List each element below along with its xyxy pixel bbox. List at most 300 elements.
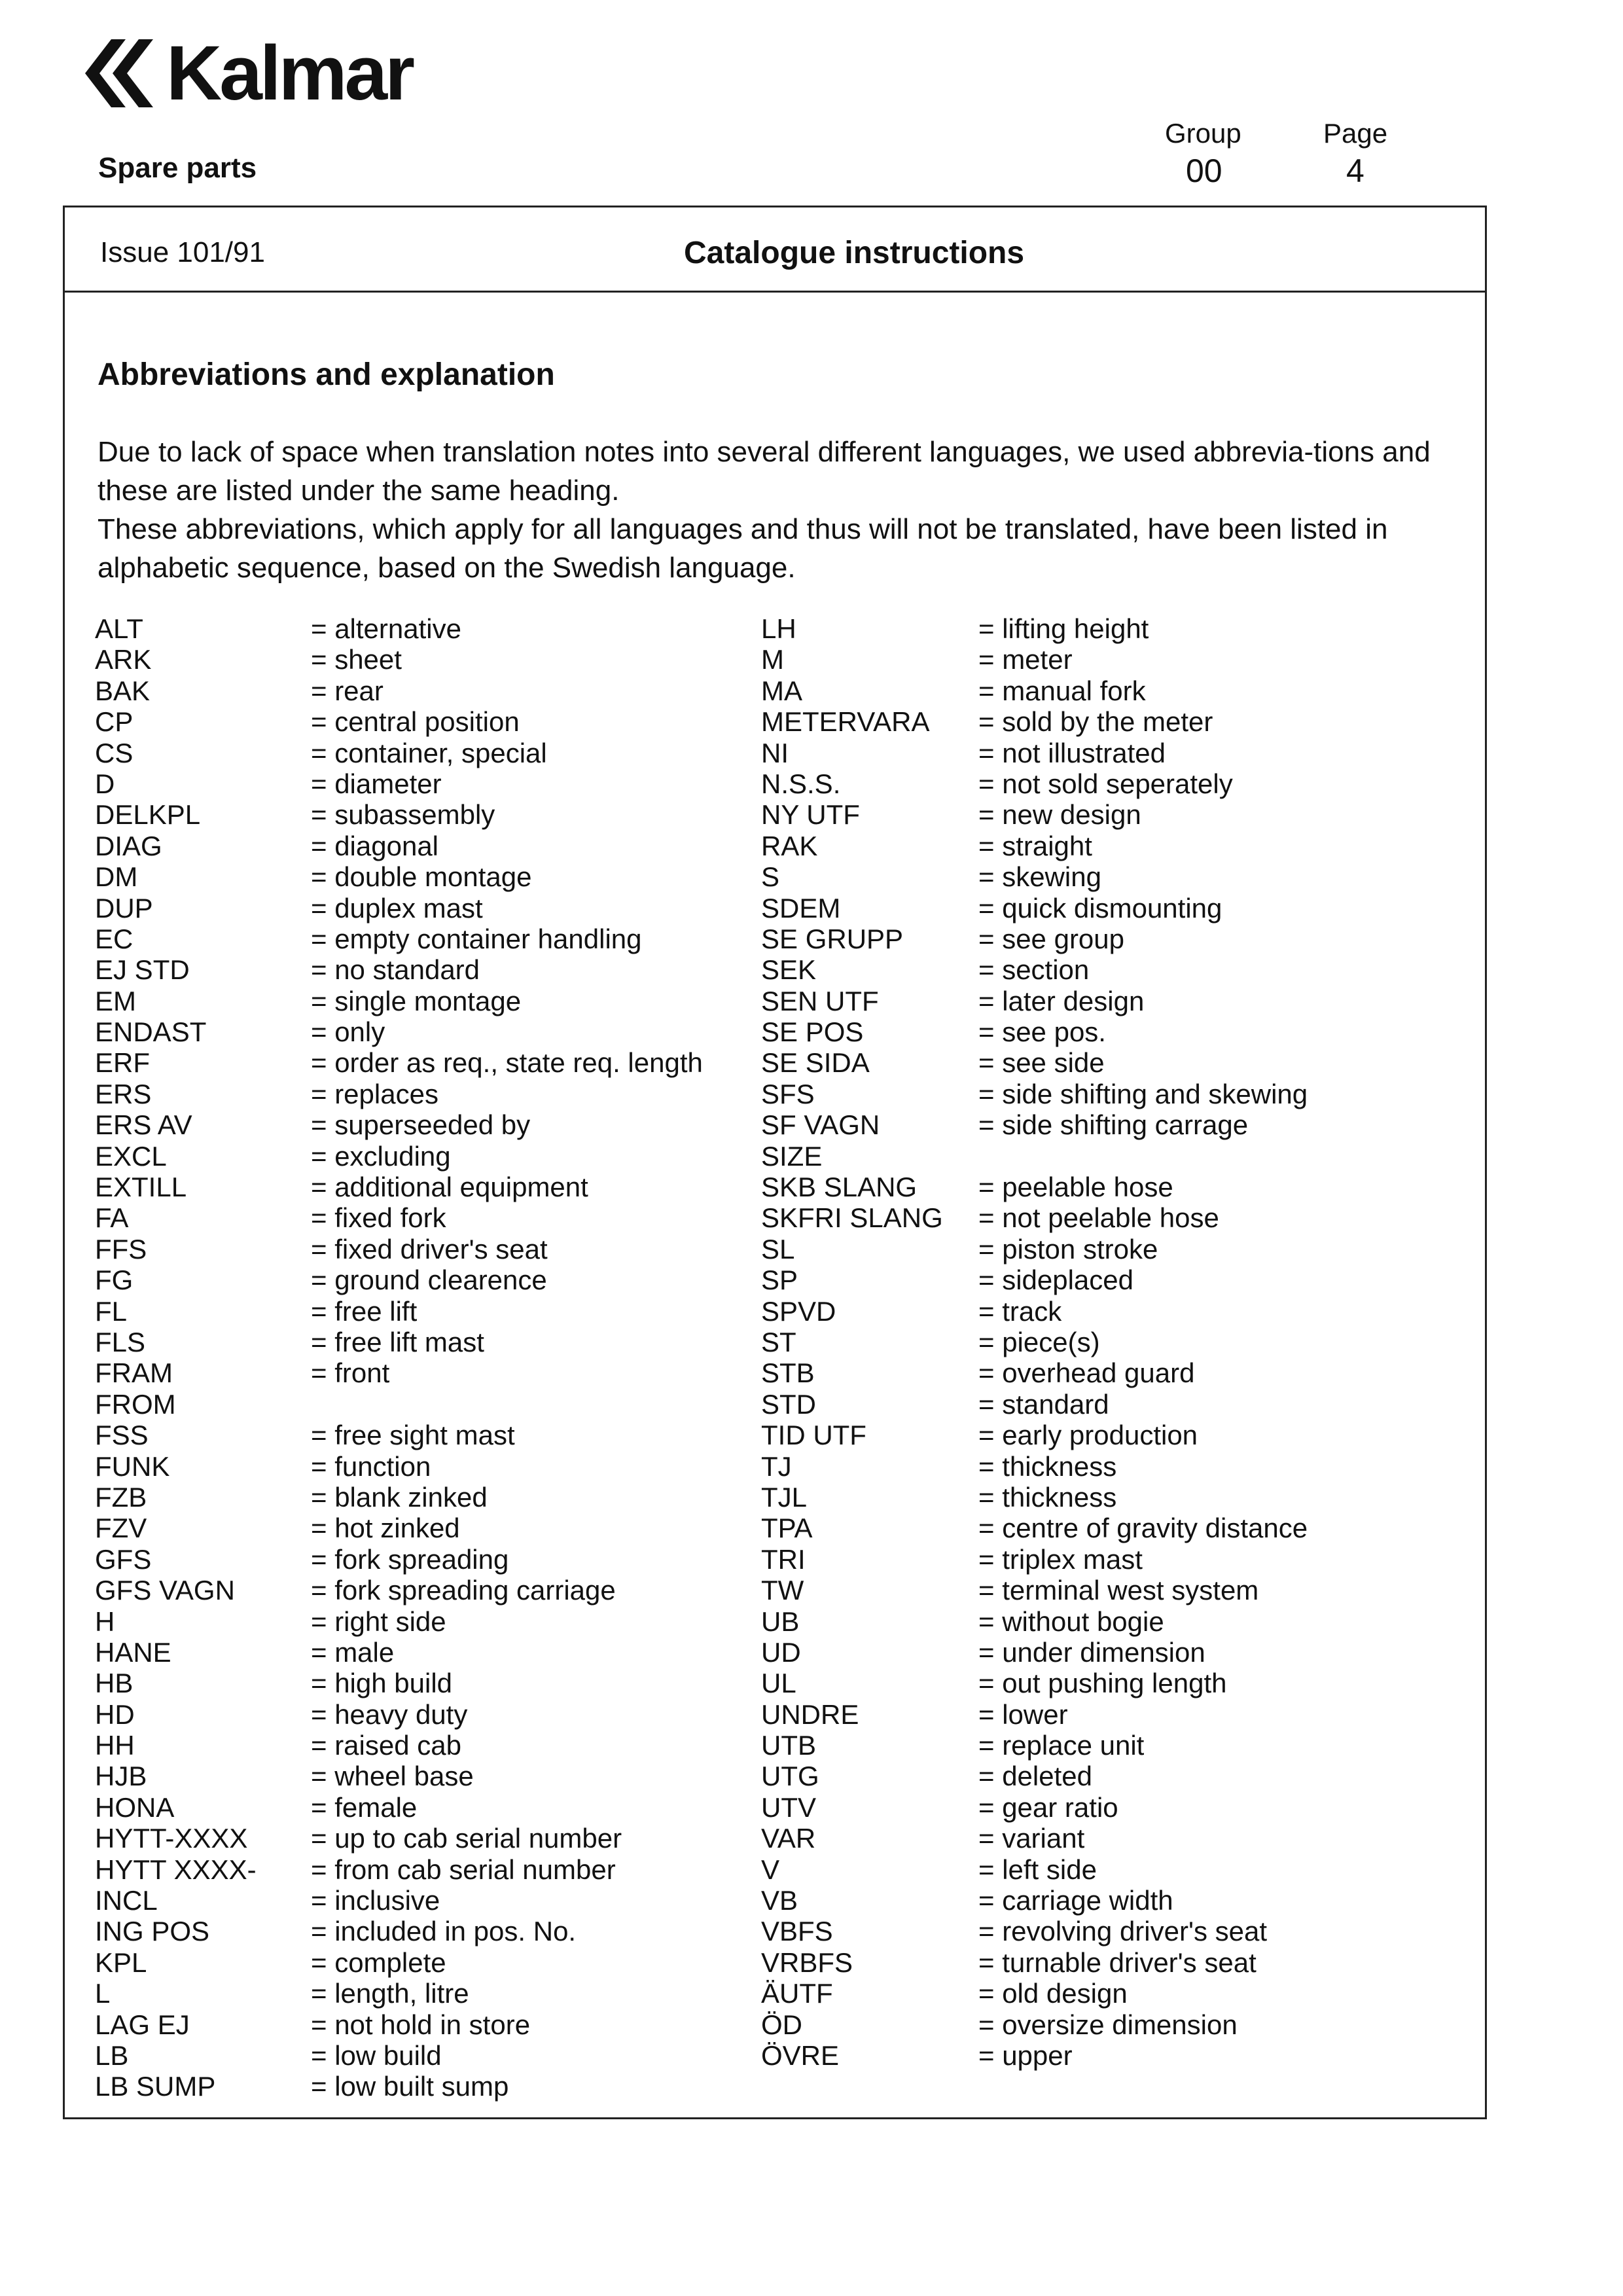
abbreviation-meaning: = lower — [978, 1698, 1068, 1730]
abbreviation-row — [761, 1947, 1481, 1978]
abbreviation-row — [761, 2040, 1481, 2071]
abbreviation-code: L — [95, 1978, 111, 2009]
abbreviation-meaning: = centre of gravity distance — [978, 1513, 1308, 1544]
abbreviation-row — [95, 1730, 749, 1761]
abbreviation-code: TPA — [761, 1513, 813, 1544]
abbreviation-meaning: = left side — [978, 1854, 1097, 1885]
abbreviation-row — [761, 1141, 1481, 1172]
abbreviation-row — [761, 986, 1481, 1016]
abbreviation-meaning: = piece(s) — [978, 1326, 1100, 1357]
abbreviation-meaning: = triplex mast — [978, 1543, 1143, 1575]
abbreviation-code: FFS — [95, 1233, 147, 1265]
abbreviation-row — [95, 1916, 749, 1946]
abbreviation-code: EM — [95, 985, 136, 1016]
abbreviation-code: INCL — [95, 1885, 158, 1916]
abbreviation-meaning: = early production — [978, 1420, 1198, 1451]
abbreviation-row — [761, 1637, 1481, 1668]
abbreviation-meaning: = later design — [978, 985, 1145, 1016]
abbreviation-row — [95, 768, 749, 799]
intro-paragraph-1: Due to lack of space when translation notes into several different languages, we used abbrevia-tions and these are listed under the same heading. — [98, 436, 1431, 507]
abbreviation-meaning: = subassembly — [311, 799, 495, 831]
abbreviation-row — [761, 799, 1481, 830]
abbreviation-meaning: = high build — [311, 1668, 453, 1699]
abbreviation-row — [95, 1389, 749, 1420]
abbreviation-meaning: = thickness — [978, 1481, 1117, 1513]
abbreviation-code: ERS — [95, 1078, 152, 1109]
abbreviation-meaning: = not sold seperately — [978, 768, 1233, 799]
abbreviation-row — [761, 1544, 1481, 1575]
abbreviation-code: FL — [95, 1295, 128, 1327]
abbreviation-meaning: = fixed driver's seat — [311, 1233, 548, 1265]
abbreviation-row — [95, 1606, 749, 1637]
issue-number: Issue 101/91 — [100, 236, 265, 268]
abbreviation-meaning: = oversize dimension — [978, 2009, 1238, 2040]
abbreviation-row — [761, 831, 1481, 861]
group-value: 00 — [1186, 152, 1222, 189]
abbreviation-meaning: = low build — [311, 2039, 442, 2071]
abbreviation-code: SPVD — [761, 1295, 836, 1327]
abbreviation-row — [761, 1699, 1481, 1730]
abbreviation-meaning: = revolving driver's seat — [978, 1916, 1268, 1947]
abbreviation-meaning: = alternative — [311, 613, 461, 644]
abbreviation-meaning: = sold by the meter — [978, 706, 1213, 738]
abbreviation-row — [95, 1016, 749, 1047]
abbreviation-code: SE POS — [761, 1016, 864, 1048]
abbreviation-code: ALT — [95, 613, 143, 644]
abbreviation-code: EXTILL — [95, 1172, 187, 1203]
abbreviation-row — [95, 1823, 749, 1854]
abbreviation-row — [761, 1079, 1481, 1109]
abbreviation-code: VAR — [761, 1823, 816, 1854]
abbreviation-meaning: = ground clearence — [311, 1265, 547, 1296]
abbreviation-meaning: = diagonal — [311, 830, 439, 861]
abbreviation-code: SKFRI SLANG — [761, 1202, 943, 1234]
abbreviation-code: LB — [95, 2039, 129, 2071]
logo-wordmark: Kalmar — [166, 30, 413, 117]
abbreviation-code: METERVARA — [761, 706, 930, 738]
abbreviation-row — [761, 1885, 1481, 1916]
abbreviation-code: H — [95, 1605, 115, 1637]
abbreviation-code: TJL — [761, 1481, 808, 1513]
abbreviation-row — [95, 1451, 749, 1482]
abbreviation-row — [761, 1296, 1481, 1327]
abbreviation-meaning: = up to cab serial number — [311, 1823, 622, 1854]
abbreviation-code: ÖVRE — [761, 2039, 840, 2071]
abbreviation-list-right — [761, 613, 1481, 2071]
abbreviation-code: HB — [95, 1668, 134, 1699]
abbreviation-code: S — [761, 861, 780, 893]
abbreviation-code: LH — [761, 613, 796, 644]
abbreviation-meaning: = upper — [978, 2039, 1073, 2071]
abbreviation-code: VBFS — [761, 1916, 833, 1947]
abbreviation-row — [761, 1357, 1481, 1388]
page-number: 4 — [1346, 152, 1364, 189]
abbreviation-row — [95, 799, 749, 830]
abbreviation-meaning: = heavy duty — [311, 1698, 468, 1730]
abbreviation-meaning: = diameter — [311, 768, 442, 799]
abbreviation-meaning: = included in pos. No. — [311, 1916, 577, 1947]
abbreviation-row — [95, 1109, 749, 1140]
abbreviation-row — [95, 1668, 749, 1698]
abbreviation-code: N.S.S. — [761, 768, 841, 799]
abbreviation-code: STD — [761, 1388, 816, 1420]
abbreviation-meaning: = fixed fork — [311, 1202, 446, 1234]
abbreviation-code: UNDRE — [761, 1698, 859, 1730]
abbreviation-meaning: = skewing — [978, 861, 1101, 893]
abbreviation-meaning: = empty container handling — [311, 923, 642, 954]
abbreviation-meaning: = only — [311, 1016, 385, 1048]
abbreviation-code: FRAM — [95, 1357, 173, 1389]
abbreviation-meaning: = right side — [311, 1605, 446, 1637]
abbreviation-row — [95, 2071, 749, 2102]
abbreviation-meaning: = complete — [311, 1946, 446, 1978]
abbreviation-meaning: = out pushing length — [978, 1668, 1227, 1699]
abbreviation-row — [95, 1234, 749, 1265]
abbreviation-code: SE SIDA — [761, 1047, 870, 1079]
abbreviation-meaning: = replace unit — [978, 1730, 1145, 1761]
abbreviation-code: UB — [761, 1605, 800, 1637]
abbreviation-code: SEN UTF — [761, 985, 879, 1016]
abbreviation-row — [95, 1792, 749, 1823]
abbreviation-meaning: = free lift — [311, 1295, 418, 1327]
abbreviation-row — [95, 1544, 749, 1575]
abbreviation-code: GFS — [95, 1543, 152, 1575]
abbreviation-row — [95, 613, 749, 644]
intro-text — [98, 433, 1446, 587]
abbreviation-meaning: = without bogie — [978, 1605, 1164, 1637]
abbreviation-meaning: = function — [311, 1450, 431, 1482]
abbreviation-meaning: = fork spreading — [311, 1543, 509, 1575]
abbreviation-meaning: = raised cab — [311, 1730, 461, 1761]
abbreviation-row — [95, 2040, 749, 2071]
abbreviation-code: UTB — [761, 1730, 816, 1761]
abbreviation-meaning: = under dimension — [978, 1636, 1205, 1668]
abbreviation-code: EJ STD — [95, 954, 190, 986]
abbreviation-meaning: = manual fork — [978, 675, 1146, 706]
abbreviation-code: TID UTF — [761, 1420, 866, 1451]
abbreviation-row — [95, 1079, 749, 1109]
abbreviation-meaning: = section — [978, 954, 1090, 986]
abbreviation-code: ÄUTF — [761, 1978, 833, 2009]
abbreviation-code: NY UTF — [761, 799, 860, 831]
abbreviation-row — [95, 1265, 749, 1295]
group-label: Group — [1165, 118, 1241, 149]
page-title: Catalogue instructions — [684, 236, 1025, 270]
abbreviation-row — [95, 954, 749, 985]
abbreviation-row — [95, 1420, 749, 1450]
abbreviation-row — [761, 924, 1481, 954]
abbreviation-code: LAG EJ — [95, 2009, 190, 2040]
abbreviation-meaning: = overhead guard — [978, 1357, 1195, 1389]
abbreviation-code: STB — [761, 1357, 815, 1389]
abbreviation-code: FA — [95, 1202, 129, 1234]
abbreviation-meaning: = see pos. — [978, 1016, 1106, 1048]
abbreviation-meaning: = turnable driver's seat — [978, 1946, 1257, 1978]
abbreviation-row — [761, 1575, 1481, 1605]
abbreviation-code: HANE — [95, 1636, 171, 1668]
abbreviation-row — [761, 1761, 1481, 1791]
abbreviation-row — [95, 2009, 749, 2040]
abbreviation-row — [761, 1668, 1481, 1698]
abbreviation-meaning: = order as req., state req. length — [311, 1047, 703, 1079]
abbreviation-code: DUP — [95, 892, 153, 924]
abbreviation-meaning: = sideplaced — [978, 1265, 1134, 1296]
abbreviation-code: SKB SLANG — [761, 1172, 918, 1203]
abbreviation-meaning: = not hold in store — [311, 2009, 531, 2040]
abbreviation-row — [761, 768, 1481, 799]
abbreviation-row — [95, 1947, 749, 1978]
abbreviation-code: NI — [761, 737, 789, 768]
abbreviation-meaning: = central position — [311, 706, 520, 738]
abbreviation-code: CS — [95, 737, 134, 768]
abbreviation-code: DIAG — [95, 830, 162, 861]
abbreviation-code: ENDAST — [95, 1016, 207, 1048]
abbreviation-row — [95, 1699, 749, 1730]
abbreviation-code: EXCL — [95, 1140, 167, 1172]
abbreviation-row — [761, 738, 1481, 768]
abbreviation-code: ÖD — [761, 2009, 802, 2040]
abbreviation-code: DELKPL — [95, 799, 201, 831]
abbreviation-meaning: = container, special — [311, 737, 547, 768]
abbreviation-row — [761, 1109, 1481, 1140]
abbreviation-row — [95, 1885, 749, 1916]
abbreviation-meaning: = single montage — [311, 985, 522, 1016]
abbreviation-meaning: = terminal west system — [978, 1575, 1259, 1606]
abbreviation-code: SFS — [761, 1078, 815, 1109]
abbreviation-row — [95, 893, 749, 924]
abbreviation-row — [761, 1047, 1481, 1078]
abbreviation-row — [761, 1854, 1481, 1885]
abbreviation-meaning: = meter — [978, 644, 1073, 675]
abbreviation-row — [761, 1234, 1481, 1265]
abbreviation-code: DM — [95, 861, 138, 893]
abbreviation-row — [761, 644, 1481, 675]
abbreviation-row — [761, 1451, 1481, 1482]
abbreviation-code: FROM — [95, 1388, 176, 1420]
abbreviation-row — [761, 1202, 1481, 1233]
abbreviation-row — [95, 706, 749, 737]
abbreviation-meaning: = gear ratio — [978, 1791, 1118, 1823]
abbreviation-code: ERF — [95, 1047, 150, 1079]
abbreviation-meaning: = thickness — [978, 1450, 1117, 1482]
abbreviation-meaning: = from cab serial number — [311, 1854, 616, 1885]
abbreviation-meaning: = free sight mast — [311, 1420, 515, 1451]
abbreviation-code: RAK — [761, 830, 818, 861]
abbreviation-meaning: = standard — [978, 1388, 1109, 1420]
abbreviation-code: SIZE — [761, 1140, 823, 1172]
abbreviation-list-left — [95, 613, 749, 2102]
abbreviation-row — [761, 1389, 1481, 1420]
abbreviation-row — [95, 1047, 749, 1078]
abbreviation-row — [95, 1357, 749, 1388]
abbreviation-code: HONA — [95, 1791, 175, 1823]
abbreviation-code: FZV — [95, 1513, 147, 1544]
abbreviation-code: KPL — [95, 1946, 147, 1978]
abbreviation-meaning: = superseeded by — [311, 1109, 531, 1141]
abbreviation-code: FG — [95, 1265, 134, 1296]
abbreviation-code: HJB — [95, 1761, 147, 1792]
abbreviation-row — [761, 1916, 1481, 1946]
abbreviation-meaning: = additional equipment — [311, 1172, 588, 1203]
abbreviation-row — [95, 1172, 749, 1202]
abbreviation-code: SF VAGN — [761, 1109, 880, 1141]
abbreviation-code: FLS — [95, 1326, 146, 1357]
abbreviation-code: ING POS — [95, 1916, 210, 1947]
abbreviation-row — [95, 924, 749, 954]
abbreviation-code: SEK — [761, 954, 817, 986]
abbreviation-row — [95, 1761, 749, 1791]
abbreviation-code: SE GRUPP — [761, 923, 904, 954]
abbreviation-code: SL — [761, 1233, 795, 1265]
abbreviation-row — [95, 831, 749, 861]
abbreviation-code: FUNK — [95, 1450, 170, 1482]
abbreviation-code: SP — [761, 1265, 798, 1296]
abbreviation-meaning: = fork spreading carriage — [311, 1575, 616, 1606]
abbreviation-code: VB — [761, 1885, 798, 1916]
abbreviation-row — [761, 1327, 1481, 1357]
abbreviation-code: SDEM — [761, 892, 841, 924]
abbreviation-meaning: = hot zinked — [311, 1513, 460, 1544]
abbreviation-meaning: = length, litre — [311, 1978, 469, 2009]
abbreviation-row — [95, 861, 749, 892]
abbreviation-row — [761, 1978, 1481, 2009]
abbreviation-row — [761, 1420, 1481, 1450]
abbreviation-code: D — [95, 768, 115, 799]
abbreviation-meaning: = new design — [978, 799, 1141, 831]
abbreviation-row — [761, 613, 1481, 644]
abbreviation-row — [95, 1575, 749, 1605]
abbreviation-meaning: = see group — [978, 923, 1125, 954]
abbreviation-meaning: = front — [311, 1357, 390, 1389]
abbreviation-row — [761, 1265, 1481, 1295]
abbreviation-meaning: = blank zinked — [311, 1481, 488, 1513]
abbreviation-code: ARK — [95, 644, 152, 675]
abbreviation-row — [95, 1327, 749, 1357]
abbreviation-code: CP — [95, 706, 134, 738]
abbreviation-meaning: = see side — [978, 1047, 1105, 1079]
kalmar-chevron-icon — [65, 34, 164, 113]
spare-parts-label: Spare parts — [98, 152, 257, 184]
abbreviation-code: HD — [95, 1698, 135, 1730]
abbreviation-row — [95, 1637, 749, 1668]
abbreviation-row — [761, 1482, 1481, 1513]
abbreviation-code: TW — [761, 1575, 804, 1606]
abbreviation-meaning: = low built sump — [311, 2071, 509, 2102]
abbreviation-row — [95, 1854, 749, 1885]
abbreviation-row — [95, 738, 749, 768]
abbreviation-meaning: = peelable hose — [978, 1172, 1173, 1203]
abbreviation-code: FZB — [95, 1481, 147, 1513]
abbreviation-row — [95, 1978, 749, 2009]
abbreviation-row — [95, 986, 749, 1016]
abbreviation-row — [95, 675, 749, 706]
abbreviation-row — [761, 861, 1481, 892]
abbreviation-row — [761, 2009, 1481, 2040]
abbreviation-code: HYTT XXXX- — [95, 1854, 257, 1885]
abbreviation-meaning: = excluding — [311, 1140, 451, 1172]
abbreviation-code: FSS — [95, 1420, 149, 1451]
abbreviation-meaning: = track — [978, 1295, 1062, 1327]
abbreviation-meaning: = straight — [978, 830, 1092, 861]
abbreviation-code: UTG — [761, 1761, 819, 1792]
abbreviation-row — [95, 1141, 749, 1172]
abbreviation-meaning: = double montage — [311, 861, 532, 893]
content-frame — [63, 206, 1487, 2119]
kalmar-logo — [65, 30, 413, 117]
abbreviation-meaning: = free lift mast — [311, 1326, 484, 1357]
abbreviation-row — [761, 1792, 1481, 1823]
abbreviation-meaning: = inclusive — [311, 1885, 440, 1916]
abbreviation-row — [761, 1513, 1481, 1543]
abbreviation-code: GFS VAGN — [95, 1575, 235, 1606]
abbreviation-row — [95, 1513, 749, 1543]
abbreviation-row — [761, 1823, 1481, 1854]
abbreviation-meaning: = variant — [978, 1823, 1085, 1854]
abbreviation-meaning: = deleted — [978, 1761, 1092, 1792]
intro-paragraph-2: These abbreviations, which apply for all languages and thus will not be translated, have been listed in alphabetic sequence, based on the Swedish language. — [98, 513, 1388, 584]
abbreviation-code: BAK — [95, 675, 151, 706]
abbreviation-meaning: = quick dismounting — [978, 892, 1222, 924]
abbreviation-code: UTV — [761, 1791, 816, 1823]
abbreviation-row — [95, 1202, 749, 1233]
abbreviation-meaning: = side shifting and skewing — [978, 1078, 1308, 1109]
abbreviation-meaning: = old design — [978, 1978, 1128, 2009]
abbreviation-row — [95, 1482, 749, 1513]
abbreviation-meaning: = carriage width — [978, 1885, 1173, 1916]
abbreviation-meaning: = side shifting carrage — [978, 1109, 1249, 1141]
abbreviation-meaning: = male — [311, 1636, 395, 1668]
abbreviation-meaning: = piston stroke — [978, 1233, 1158, 1265]
abbreviation-code: UL — [761, 1668, 796, 1699]
abbreviation-code: TRI — [761, 1543, 806, 1575]
abbreviation-row — [761, 954, 1481, 985]
abbreviation-code: LB SUMP — [95, 2071, 216, 2102]
page-label: Page — [1323, 118, 1388, 149]
abbreviation-row — [761, 1730, 1481, 1761]
abbreviation-code: MA — [761, 675, 802, 706]
abbreviation-code: EC — [95, 923, 134, 954]
abbreviation-meaning: = wheel base — [311, 1761, 474, 1792]
abbreviation-code: ERS AV — [95, 1109, 192, 1141]
abbreviation-code: HH — [95, 1730, 135, 1761]
abbreviation-meaning: = duplex mast — [311, 892, 483, 924]
abbreviation-meaning: = rear — [311, 675, 383, 706]
abbreviation-row — [761, 893, 1481, 924]
abbreviation-row — [761, 706, 1481, 737]
abbreviation-meaning: = replaces — [311, 1078, 438, 1109]
abbreviation-row — [761, 675, 1481, 706]
abbreviation-row — [761, 1016, 1481, 1047]
abbreviation-code: V — [761, 1854, 780, 1885]
abbreviation-meaning: = not illustrated — [978, 737, 1166, 768]
abbreviation-meaning: = lifting height — [978, 613, 1149, 644]
frame-header — [65, 207, 1485, 293]
abbreviation-meaning: = no standard — [311, 954, 480, 986]
abbreviation-code: ST — [761, 1326, 796, 1357]
abbreviation-meaning: = sheet — [311, 644, 402, 675]
section-title: Abbreviations and explanation — [98, 357, 555, 392]
abbreviation-row — [761, 1606, 1481, 1637]
abbreviation-code: HYTT-XXXX — [95, 1823, 248, 1854]
abbreviation-code: VRBFS — [761, 1946, 853, 1978]
abbreviation-row — [761, 1172, 1481, 1202]
abbreviation-code: UD — [761, 1636, 801, 1668]
abbreviation-row — [95, 1296, 749, 1327]
abbreviation-code: TJ — [761, 1450, 792, 1482]
abbreviation-meaning: = not peelable hose — [978, 1202, 1219, 1234]
abbreviation-code: M — [761, 644, 784, 675]
abbreviation-row — [95, 644, 749, 675]
